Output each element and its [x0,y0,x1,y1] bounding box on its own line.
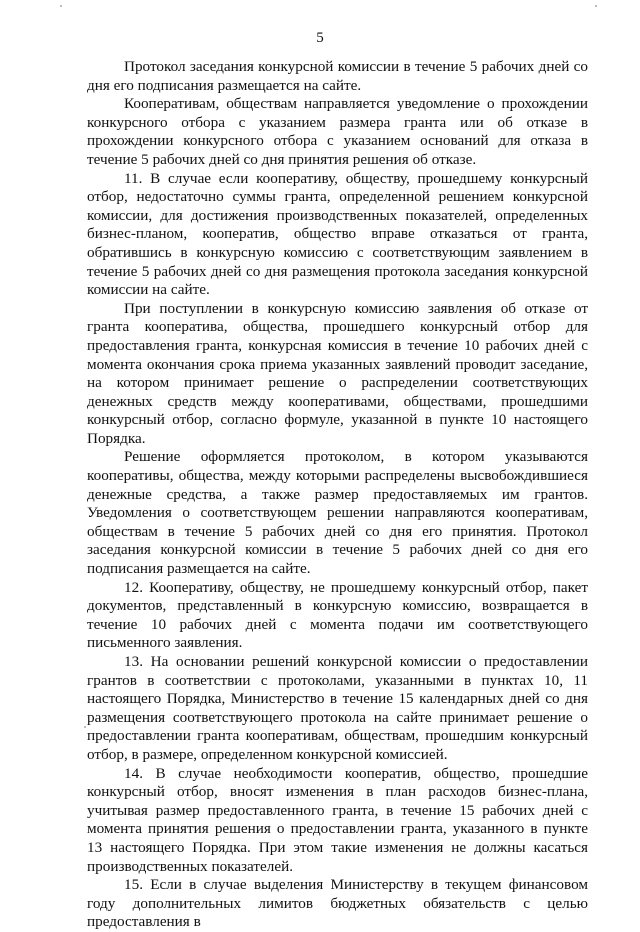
document-body [87,58,588,932]
paragraph-item-12: 12. Кооперативу, обществу, не прошедшему конкурсный отбор, пакет документов, представленный в конкурсную комиссию, возвращается в течение 10 рабочих дней с момента подачи им соответствующего письменного заявления. [87,578,588,652]
paragraph-notification: Кооперативам, обществам направляется уведомление о прохождении конкурсного отбора с указанием размера гранта или об отказе в прохождении конкурсного отбора с указанием оснований для отказа в течение 5 рабочих дней со дня принятия решения об отказе. [87,95,588,168]
scan-speck [595,5,597,7]
scan-speck [84,726,86,728]
paragraph-item-11: 11. В случае если кооперативу, обществу, прошедшему конкурсный отбор, недостаточно суммы гранта, определенной решением конкурсной комиссии, для достижения производственных показателей, определенных бизнес-планом, кооператив, общество вправе отказаться от гранта, обратившись в конкурсную комиссию с соответствующим заявлением в течение 5 рабочих дней со дня размещения протокола заседания конкурсной комиссии на сайте. [87,169,588,299]
paragraph-redistribution: При поступлении в конкурсную комиссию заявления об отказе от гранта кооператива, общества, прошедшего конкурсный отбор для предоставления гранта, конкурсная комиссия в течение 10 рабочих дней с момента окончания срока приема указанных заявлений проводит заседание, на котором принимает решение о распределении соответствующих денежных средств между кооперативами, обществами, прошедшими конкурсный отбор, согласно формуле, указанной в пункте 10 настоящего Порядка. [87,299,588,447]
page-number: 5 [316,30,324,46]
paragraph-item-13: 13. На основании решений конкурсной комиссии о предоставлении грантов в соответствии с протоколами, указанными в пунктах 10, 11 настоящего Порядка, Министерство в течение 15 календарных дней со дня размещения соответствующего протокола на сайте принимает решение о предоставлении гранта кооперативам, обществам, прошедшим конкурсный отбор, в размере, определенном конкурсной комиссией. [87,653,588,763]
paragraph-item-14: 14. В случае необходимости кооператив, общество, прошедшие конкурсный отбор, вносят изменения в план расходов бизнес-плана, учитывая размер предоставленного гранта, в течение 15 рабочих дней с момента принятия решения о предоставлении гранта, указанного в пункте 13 настоящего Порядка. При этом такие изменения не должны касаться производственных показателей. [87,764,588,875]
scan-speck [60,5,62,7]
paragraph-protocol-publication: Протокол заседания конкурсной комиссии в течение 5 рабочих дней со дня его подписания размещается на сайте. [87,58,588,94]
paragraph-item-15: 15. Если в случае выделения Министерству в текущем финансовом году дополнительных лимитов бюджетных обязательств с целью предоставления в [87,876,588,931]
paragraph-decision: Решение оформляется протоколом, в котором указываются кооперативы, общества, между которыми распределены высвобождившиеся денежные средства, а также размер предоставляемых им грантов. Уведомления о соответствующем решении направляются кооперативам, обществам в течение 5 рабочих дней со дня его принятия. Протокол заседания конкурсной комиссии в течение 5 рабочих дней со дня его подписания размещается на сайте. [87,448,588,578]
